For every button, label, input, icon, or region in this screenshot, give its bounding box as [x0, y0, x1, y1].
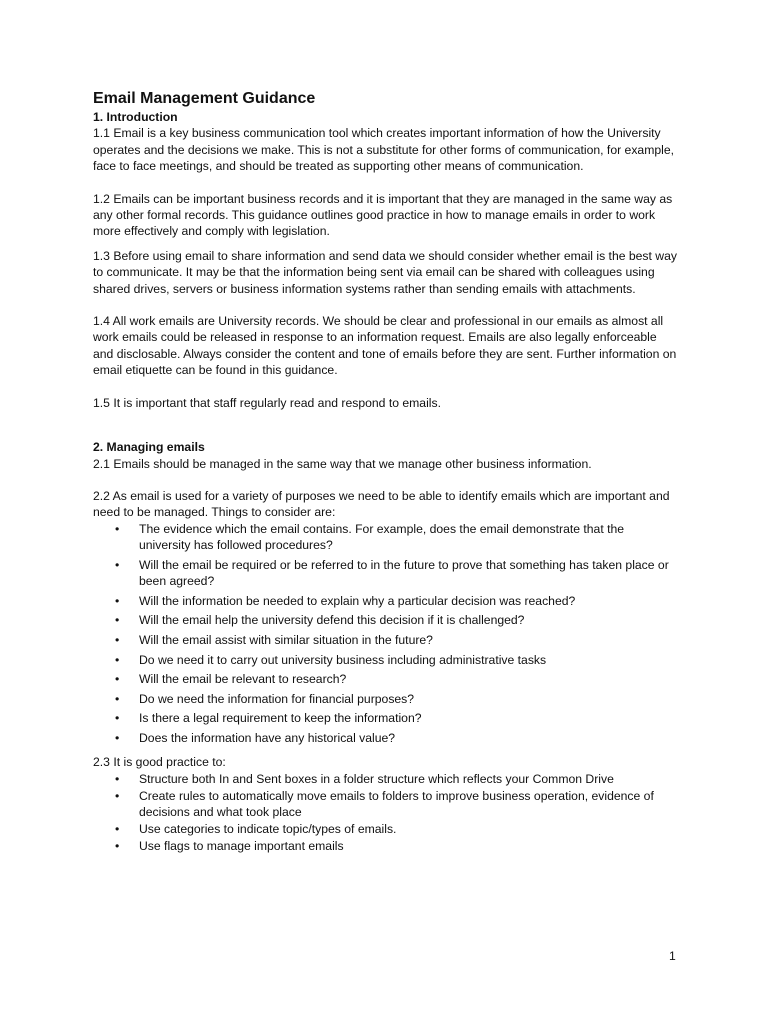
list-item-text: Use categories to indicate topic/types of emails.	[139, 822, 397, 837]
bullet-icon: •	[115, 730, 120, 745]
bullet-icon: •	[115, 711, 120, 726]
bullet-icon: •	[115, 839, 120, 854]
list-item	[93, 632, 678, 648]
list-item	[93, 691, 678, 707]
bullet-icon: •	[115, 691, 120, 706]
list-item-text: Do we need it to carry out university business including administrative tasks	[139, 652, 547, 667]
bullet-icon: •	[115, 557, 120, 572]
bullet-icon: •	[115, 521, 120, 536]
paragraph-2-1: 2.1 Emails should be managed in the same way that we manage other business information.	[93, 456, 592, 471]
bullet-icon: •	[115, 613, 120, 628]
paragraph-1-1: 1.1 Email is a key business communication tool which creates important information of how the University operates and the decisions we make. This is not a substitute for other forms of communication, for example, face to face meetings, and should be treated as supporting other means of communication.	[93, 126, 674, 174]
good-practice-list	[93, 771, 678, 855]
bullet-icon: •	[115, 771, 120, 786]
list-item-text: The evidence which the email contains. For example, does the email demonstrate that the university has followed procedures?	[139, 521, 625, 553]
list-item	[93, 730, 678, 746]
list-item	[93, 710, 678, 726]
paragraph-1-2: 1.2 Emails can be important business records and it is important that they are managed in the same way as any other formal records. This guidance outlines good practice in how to manage emails in order to work more effectively and comply with legislation.	[93, 191, 673, 239]
list-item-text: Is there a legal requirement to keep the information?	[139, 711, 422, 726]
list-item-text: Will the information be needed to explain why a particular decision was reached?	[139, 593, 576, 608]
considerations-list	[93, 521, 678, 747]
section-heading-managing-emails: 2. Managing emails	[93, 440, 205, 455]
list-item-text: Will the email help the university defend this decision if it is challenged?	[139, 613, 525, 628]
paragraph-1-4: 1.4 All work emails are University records. We should be clear and professional in our emails as almost all work emails could be released in response to an information request. Emails are also legally enforceable and disclosable. Always consider the content and tone of emails before they are sent. Further information on email etiquette can be found in this guidance.	[93, 314, 677, 378]
bullet-icon: •	[115, 652, 120, 667]
document-body	[93, 89, 678, 855]
list-item	[93, 557, 678, 590]
list-item-text: Does the information have any historical value?	[139, 730, 396, 745]
list-item	[93, 821, 678, 837]
list-item-text: Will the email assist with similar situation in the future?	[139, 632, 433, 647]
section-heading-introduction: 1. Introduction	[93, 110, 178, 124]
bullet-icon: •	[115, 788, 120, 803]
list-item	[93, 771, 678, 787]
list-item	[93, 838, 678, 854]
bullet-icon: •	[115, 672, 120, 687]
list-item	[93, 652, 678, 668]
list-item-text: Structure both In and Sent boxes in a folder structure which reflects your Common Drive	[139, 771, 614, 786]
list-item-text: Will the email be required or be referred to in the future to prove that something has taken place or been agreed?	[139, 557, 669, 589]
page-title: Email Management Guidance	[93, 90, 316, 107]
list-item	[93, 671, 678, 687]
list-item-text: Use flags to manage important emails	[139, 839, 344, 854]
list-item	[93, 788, 678, 821]
paragraph-1-3: 1.3 Before using email to share information and send data we should consider whether email is the best way to communicate. It may be that the information being sent via email can be shared with colleagues using shared drives, servers or business information systems rather than sending emails with attachments.	[93, 248, 677, 296]
bullet-icon: •	[115, 593, 120, 608]
list-item-text: Do we need the information for financial purposes?	[139, 691, 415, 706]
list-item-text: Will the email be relevant to research?	[139, 672, 347, 687]
list-item	[93, 612, 678, 628]
bullet-icon: •	[115, 822, 120, 837]
page-number: 1	[669, 949, 676, 963]
paragraph-2-3: 2.3 It is good practice to:	[93, 755, 226, 770]
paragraph-1-5: 1.5 It is important that staff regularly read and respond to emails.	[93, 395, 441, 410]
list-item	[93, 521, 678, 554]
list-item	[93, 593, 678, 609]
list-item-text: Create rules to automatically move emails to folders to improve business operation, evidence of decisions and what took place	[139, 788, 654, 820]
bullet-icon: •	[115, 632, 120, 647]
paragraph-2-2: 2.2 As email is used for a variety of purposes we need to be able to identify emails which are important and need to be managed. Things to consider are:	[93, 488, 670, 520]
